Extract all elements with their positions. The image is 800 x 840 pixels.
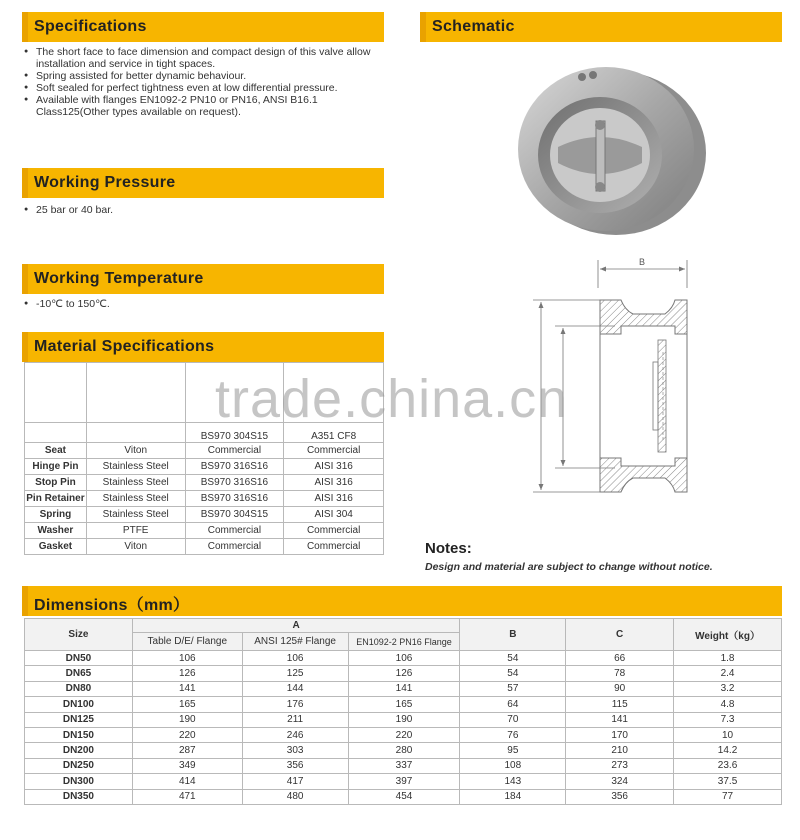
value-cell: 170 [566,727,674,742]
value-cell: 454 [348,789,460,804]
material-specifications-header [22,332,384,362]
value-cell: 480 [242,789,348,804]
value-cell: 141 [566,712,674,727]
value-cell: 210 [566,743,674,758]
table-row [25,539,384,555]
value-cell: 106 [132,651,242,666]
table-row [25,507,384,523]
part-name: Spring [25,507,87,523]
obscured-cell [25,423,87,443]
table-row [25,459,384,475]
material-cell: Commercial [284,523,384,539]
working-pressure-title: Working Pressure [34,174,176,191]
material-cell: BS970 304S15 [185,507,284,523]
header-accent [22,168,28,198]
table-row [25,789,782,804]
table-row [25,491,384,507]
working-pressure-header [22,168,384,198]
schematic-header [420,12,782,42]
notes-text: Design and material are subject to change without notice. [425,561,713,573]
value-cell: 190 [132,712,242,727]
material-cell: AISI 316 [284,459,384,475]
col-b: B [460,619,566,651]
material-specifications-title: Material Specifications [34,338,215,355]
table-row [25,443,384,459]
header-accent [420,12,426,42]
value-cell: 77 [674,789,782,804]
value-cell: 78 [566,666,674,681]
table-row [25,758,782,773]
value-cell: 125 [242,666,348,681]
value-cell: 14.2 [674,743,782,758]
working-temperature-header [22,264,384,294]
working-temperature-list [24,298,384,310]
value-cell: 106 [348,651,460,666]
size-cell: DN350 [25,789,133,804]
material-cell: BS970 316S16 [185,475,284,491]
value-cell: 220 [348,727,460,742]
table-row [25,727,782,742]
value-cell: 64 [460,697,566,712]
value-cell: 108 [460,758,566,773]
part-name: Stop Pin [25,475,87,491]
material-cell: Viton [86,443,185,459]
obscured-cell [86,423,185,443]
value-cell: 303 [242,743,348,758]
value-cell: 126 [348,666,460,681]
material-cell: PTFE [86,523,185,539]
material-cell: Stainless Steel [86,475,185,491]
value-cell: 23.6 [674,758,782,773]
header-accent [22,332,28,362]
notes-colon: : [466,540,472,557]
part-name: Gasket [25,539,87,555]
value-cell: 273 [566,758,674,773]
temperature-bullet: ● -10℃ to 150℃. [24,298,384,310]
value-cell: 115 [566,697,674,712]
material-cell: BS970 304S15 [185,423,284,443]
specifications-list [24,46,384,118]
part-name: Washer [25,523,87,539]
material-cell: AISI 316 [284,475,384,491]
value-cell: 184 [460,789,566,804]
notes-section [425,540,785,573]
table-row [25,712,782,727]
dimensions-table [24,618,782,805]
value-cell: 397 [348,774,460,789]
value-cell: 337 [348,758,460,773]
size-cell: DN250 [25,758,133,773]
table-row [25,697,782,712]
spec-bullet: ● Available with flanges EN1092-2 PN10 or PN16, ANSI B16.1 Class125(Other types available on request). [24,94,384,118]
header-accent [22,586,28,616]
value-cell: 126 [132,666,242,681]
header-accent [22,12,28,42]
table-row [25,743,782,758]
obscured-cell [86,363,185,423]
material-cell: Stainless Steel [86,507,185,523]
header-accent [22,264,28,294]
table-header-row [25,619,782,633]
dimensions-header [22,586,782,616]
material-cell: Commercial [185,539,284,555]
value-cell: 349 [132,758,242,773]
size-cell: DN50 [25,651,133,666]
col-a: A [132,619,460,633]
valve-photo [500,55,710,240]
value-cell: 287 [132,743,242,758]
value-cell: 4.8 [674,697,782,712]
value-cell: 211 [242,712,348,727]
material-cell: Commercial [185,523,284,539]
material-cell: Commercial [284,443,384,459]
col-weight: Weight（kg） [674,619,782,651]
material-cell: BS970 316S16 [185,491,284,507]
value-cell: 141 [348,681,460,696]
value-cell: 1.8 [674,651,782,666]
value-cell: 70 [460,712,566,727]
table-row [25,651,782,666]
size-cell: DN200 [25,743,133,758]
size-cell: DN125 [25,712,133,727]
working-temperature-title: Working Temperature [34,270,204,287]
part-name: Seat [25,443,87,459]
value-cell: 7.3 [674,712,782,727]
value-cell: 141 [132,681,242,696]
value-cell: 3.2 [674,681,782,696]
value-cell: 471 [132,789,242,804]
dimensions-title: Dimensions（mm） [34,597,190,614]
value-cell: 2.4 [674,666,782,681]
table-row [25,475,384,491]
value-cell: 324 [566,774,674,789]
watermark: trade.china.cn [215,369,569,429]
part-name: Pin Retainer [25,491,87,507]
schematic-title: Schematic [432,18,515,35]
value-cell: 165 [348,697,460,712]
size-cell: DN300 [25,774,133,789]
table-row [25,681,782,696]
specifications-title: Specifications [34,18,147,35]
value-cell: 54 [460,666,566,681]
material-cell: AISI 304 [284,507,384,523]
value-cell: 176 [242,697,348,712]
size-cell: DN100 [25,697,133,712]
value-cell: 143 [460,774,566,789]
material-cell: Stainless Steel [86,459,185,475]
col-size: Size [25,619,133,651]
material-cell: Stainless Steel [86,491,185,507]
size-cell: DN150 [25,727,133,742]
spec-bullet: ● The short face to face dimension and compact design of this valve allow installation and service in tight spaces. [24,46,384,70]
value-cell: 165 [132,697,242,712]
material-cell: AISI 316 [284,491,384,507]
dimensions-body [25,651,782,805]
working-pressure-list [24,204,384,216]
value-cell: 220 [132,727,242,742]
col-a-ansi: ANSI 125# Flange [242,633,348,651]
pressure-bullet: ● 25 bar or 40 bar. [24,204,384,216]
value-cell: 57 [460,681,566,696]
value-cell: 37.5 [674,774,782,789]
size-cell: DN80 [25,681,133,696]
value-cell: 106 [242,651,348,666]
value-cell: 54 [460,651,566,666]
value-cell: 356 [242,758,348,773]
spec-bullet: ● Spring assisted for better dynamic behaviour. [24,70,384,82]
value-cell: 66 [566,651,674,666]
value-cell: 414 [132,774,242,789]
spec-bullet: ● Soft sealed for perfect tightness even at low differential pressure. [24,82,384,94]
size-cell: DN65 [25,666,133,681]
material-cell: Viton [86,539,185,555]
obscured-cell [25,363,87,423]
value-cell: 356 [566,789,674,804]
value-cell: 10 [674,727,782,742]
col-c: C [566,619,674,651]
value-cell: 90 [566,681,674,696]
dimension-b-label: B [638,257,646,267]
notes-title: Notes [425,540,467,557]
table-row [25,523,384,539]
value-cell: 76 [460,727,566,742]
material-cell: Commercial [185,443,284,459]
table-row [25,774,782,789]
value-cell: 246 [242,727,348,742]
value-cell: 190 [348,712,460,727]
col-a-table-de: Table D/E/ Flange [132,633,242,651]
value-cell: 417 [242,774,348,789]
material-cell: A351 CF8 [284,423,384,443]
col-a-en1092: EN1092-2 PN16 Flange [348,633,460,651]
specifications-header [22,12,384,42]
table-row [25,666,782,681]
value-cell: 95 [460,743,566,758]
value-cell: 280 [348,743,460,758]
material-cell: BS970 316S16 [185,459,284,475]
material-cell: Commercial [284,539,384,555]
part-name: Hinge Pin [25,459,87,475]
value-cell: 144 [242,681,348,696]
